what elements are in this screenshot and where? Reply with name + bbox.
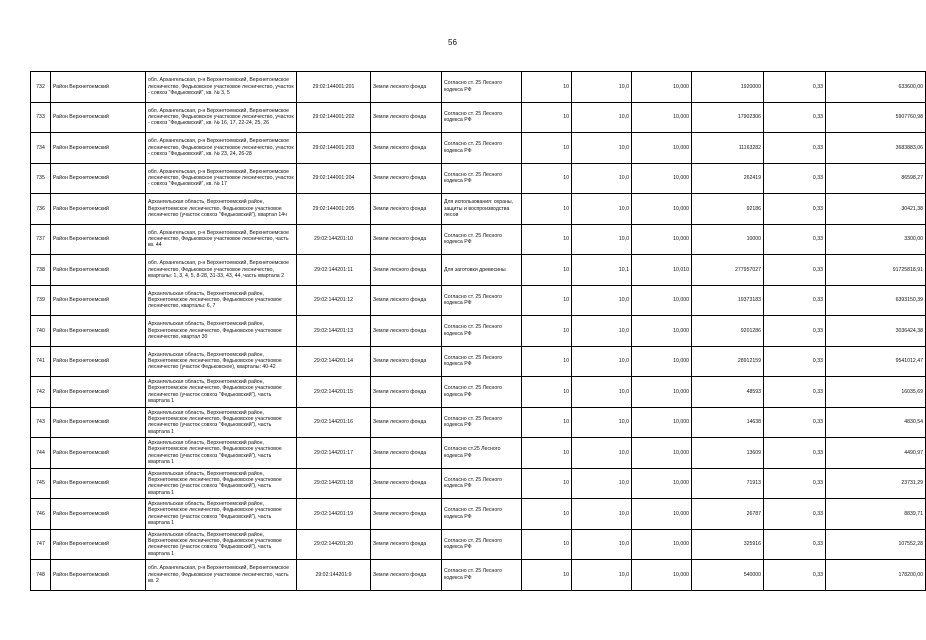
area-cell: 11163282 [692, 133, 764, 164]
amount-cell: 3036424,38 [826, 316, 926, 347]
rate-cell: 0,33 [764, 133, 826, 164]
location-cell: обл. Архангельская, р-н Верхнетоемский, Верхнетоемское лесничество, Федьковское участковое лесничество, часть кв. 44 [146, 224, 297, 255]
rate-cell: 0,33 [764, 255, 826, 286]
rate-cell: 0,33 [764, 377, 826, 408]
location-cell: Архангельская область, Верхнетоемский район, Верхнетоемское лесничество, Федьковское участковое лесничество (участок совхоз "Федьковский"), часть квартала 1 [146, 438, 297, 469]
land-plots-table [30, 71, 926, 591]
table-row [31, 529, 926, 560]
table-row [31, 72, 926, 103]
value-1-cell: 10 [522, 133, 572, 164]
value-2-cell: 10,0 [572, 529, 632, 560]
value-2-cell: 10,0 [572, 133, 632, 164]
cadastral-number-cell: 29:02:144201:13 [297, 316, 371, 347]
area-cell: 1920000 [692, 72, 764, 103]
cadastral-number-cell: 29:02:144201:10 [297, 224, 371, 255]
cadastral-number-cell: 29:02:144201:17 [297, 438, 371, 469]
basis-cell: Согласно ст. 25 Лесного кодекса РФ [442, 163, 522, 194]
rate-cell: 0,33 [764, 346, 826, 377]
land-category-cell: Земли лесного фонда [371, 560, 442, 591]
value-2-cell: 10,0 [572, 224, 632, 255]
district-cell: Район Верхнетоемский [51, 255, 146, 286]
value-3-cell: 10,000 [632, 316, 692, 347]
row-number: 740 [31, 316, 51, 347]
amount-cell: 91725818,91 [826, 255, 926, 286]
row-number: 735 [31, 163, 51, 194]
cadastral-number-cell: 29:02:144001:205 [297, 194, 371, 225]
rate-cell: 0,33 [764, 438, 826, 469]
rate-cell: 0,33 [764, 316, 826, 347]
basis-cell: Согласно ст. 25 Лесного кодекса РФ [442, 468, 522, 499]
area-cell: 262419 [692, 163, 764, 194]
value-3-cell: 10,000 [632, 468, 692, 499]
location-cell: обл. Архангельская, р-н Верхнетоемский, Верхнетоемское лесничество, Федьковское участковое лесничество, участок - совхоз "Федьковский", кв. № 23, 24, 26-28 [146, 133, 297, 164]
value-3-cell: 10,000 [632, 163, 692, 194]
value-1-cell: 10 [522, 346, 572, 377]
rate-cell: 0,33 [764, 560, 826, 591]
value-1-cell: 10 [522, 194, 572, 225]
cadastral-number-cell: 29:02:144001:202 [297, 102, 371, 133]
table-row [31, 285, 926, 316]
value-3-cell: 10,000 [632, 377, 692, 408]
amount-cell: 3300,00 [826, 224, 926, 255]
value-1-cell: 10 [522, 407, 572, 438]
district-cell: Район Верхнетоемский [51, 346, 146, 377]
table-row [31, 133, 926, 164]
value-3-cell: 10,000 [632, 224, 692, 255]
amount-cell: 8839,71 [826, 499, 926, 530]
basis-cell: Согласно ст. 25 Лесного кодекса РФ [442, 133, 522, 164]
cadastral-number-cell: 29:02:144201:19 [297, 499, 371, 530]
basis-cell: Согласно ст. 25 Лесного кодекса РФ [442, 407, 522, 438]
district-cell: Район Верхнетоемский [51, 102, 146, 133]
cadastral-number-cell: 29:02:144201:14 [297, 346, 371, 377]
district-cell: Район Верхнетоемский [51, 163, 146, 194]
area-cell: 9201286 [692, 316, 764, 347]
district-cell: Район Верхнетоемский [51, 224, 146, 255]
value-2-cell: 10,0 [572, 194, 632, 225]
row-number: 743 [31, 407, 51, 438]
land-category-cell: Земли лесного фонда [371, 255, 442, 286]
area-cell: 325916 [692, 529, 764, 560]
location-cell: Архангельская область, Верхнетоемский район, Верхнетоемское лесничество, Федьковское участковое лесничество, квартал 30 [146, 316, 297, 347]
district-cell: Район Верхнетоемский [51, 407, 146, 438]
basis-cell: Согласно ст. 25 Лесного кодекса РФ [442, 346, 522, 377]
table-row [31, 346, 926, 377]
amount-cell: 3683883,06 [826, 133, 926, 164]
cadastral-number-cell: 29:02:144001:201 [297, 72, 371, 103]
rate-cell: 0,33 [764, 224, 826, 255]
basis-cell: Для использования: охраны, защиты и воспроизводства лесов [442, 194, 522, 225]
location-cell: обл. Архангельская, р-н Верхнетоемский, Верхнетоемское лесничество, Федьковское участковое лесничество, кварталы: 1, 3, 4, 5, 8-28, 31-33, 43, 44, часть квартала 2 [146, 255, 297, 286]
cadastral-number-cell: 29:02:144201:20 [297, 529, 371, 560]
table-row [31, 560, 926, 591]
land-category-cell: Земли лесного фонда [371, 529, 442, 560]
value-3-cell: 10,000 [632, 499, 692, 530]
table-row [31, 377, 926, 408]
row-number: 744 [31, 438, 51, 469]
basis-cell: Согласно ст. 25 Лесного кодекса РФ [442, 529, 522, 560]
amount-cell: 6393150,39 [826, 285, 926, 316]
rate-cell: 0,33 [764, 163, 826, 194]
table-row [31, 468, 926, 499]
cadastral-number-cell: 29:02:144201:16 [297, 407, 371, 438]
area-cell: 26787 [692, 499, 764, 530]
rate-cell: 0,33 [764, 499, 826, 530]
value-3-cell: 10,000 [632, 529, 692, 560]
value-2-cell: 10,0 [572, 72, 632, 103]
location-cell: Архангельская область, Верхнетоемский район, Верхнетоемское лесничество, Федьковское участковое лесничество, кварталы: 6, 7 [146, 285, 297, 316]
value-1-cell: 10 [522, 102, 572, 133]
value-1-cell: 10 [522, 468, 572, 499]
amount-cell: 4490,97 [826, 438, 926, 469]
land-category-cell: Земли лесного фонда [371, 72, 442, 103]
district-cell: Район Верхнетоемский [51, 560, 146, 591]
value-1-cell: 10 [522, 529, 572, 560]
district-cell: Район Верхнетоемский [51, 468, 146, 499]
location-cell: обл. Архангельская, р-н Верхнетоемский, Верхнетоемское лесничество, Федьковское участковое лесничество, участок - совхоз "Федьковский", кв. № 16, 17, 22-24, 25, 26 [146, 102, 297, 133]
basis-cell: Согласно ст. 25 Лесного кодекса РФ [442, 560, 522, 591]
district-cell: Район Верхнетоемский [51, 529, 146, 560]
value-2-cell: 10,0 [572, 285, 632, 316]
row-number: 748 [31, 560, 51, 591]
land-category-cell: Земли лесного фонда [371, 133, 442, 164]
land-category-cell: Земли лесного фонда [371, 102, 442, 133]
rate-cell: 0,33 [764, 102, 826, 133]
value-3-cell: 10,000 [632, 560, 692, 591]
value-3-cell: 10,000 [632, 102, 692, 133]
cadastral-number-cell: 29:02:144001:203 [297, 133, 371, 164]
cadastral-number-cell: 29:02:144201:15 [297, 377, 371, 408]
value-2-cell: 10,0 [572, 377, 632, 408]
cadastral-number-cell: 29:02:144201:11 [297, 255, 371, 286]
location-cell: обл. Архангельская, р-н Верхнетоемский, Верхнетоемское лесничество, Федьковское участковое лесничество, часть кв. 2 [146, 560, 297, 591]
district-cell: Район Верхнетоемский [51, 377, 146, 408]
land-category-cell: Земли лесного фонда [371, 224, 442, 255]
value-3-cell: 10,000 [632, 438, 692, 469]
row-number: 742 [31, 377, 51, 408]
amount-cell: 23731,29 [826, 468, 926, 499]
location-cell: Архангельская область, Верхнетоемский район, Верхнетоемское лесничество, Федьковское участковое лесничество (участок совхоз "Федьковский"), часть квартала 1 [146, 529, 297, 560]
location-cell: Архангельская область, Верхнетоемский район, Верхнетоемское лесничество, Федьковское участковое лесничество (участок совхоз "Федьковский"), часть квартала 1 [146, 377, 297, 408]
value-2-cell: 10,0 [572, 407, 632, 438]
location-cell: Архангельская область, Верхнетоемский район, Верхнетоемское лесничество, Федьковское участковое лесничество (участок совхоз "Федьковский"), квартал 14ч [146, 194, 297, 225]
value-3-cell: 10,010 [632, 255, 692, 286]
rate-cell: 0,33 [764, 72, 826, 103]
area-cell: 19373183 [692, 285, 764, 316]
district-cell: Район Верхнетоемский [51, 72, 146, 103]
district-cell: Район Верхнетоемский [51, 316, 146, 347]
amount-cell: 4830,54 [826, 407, 926, 438]
area-cell: 28912159 [692, 346, 764, 377]
value-3-cell: 10,000 [632, 407, 692, 438]
table-row [31, 438, 926, 469]
table-row [31, 255, 926, 286]
value-1-cell: 10 [522, 438, 572, 469]
district-cell: Район Верхнетоемский [51, 499, 146, 530]
value-3-cell: 10,000 [632, 194, 692, 225]
amount-cell: 633600,00 [826, 72, 926, 103]
area-cell: 17902306 [692, 102, 764, 133]
value-1-cell: 10 [522, 255, 572, 286]
amount-cell: 5907760,98 [826, 102, 926, 133]
table-row [31, 407, 926, 438]
land-category-cell: Земли лесного фонда [371, 468, 442, 499]
rate-cell: 0,33 [764, 468, 826, 499]
row-number: 747 [31, 529, 51, 560]
land-category-cell: Земли лесного фонда [371, 377, 442, 408]
rate-cell: 0,33 [764, 407, 826, 438]
land-category-cell: Земли лесного фонда [371, 346, 442, 377]
basis-cell: Согласно ст. 25 Лесного кодекса РФ [442, 72, 522, 103]
table-row [31, 499, 926, 530]
row-number: 732 [31, 72, 51, 103]
basis-cell: Согласно ст. 25 Лесного кодекса РФ [442, 102, 522, 133]
location-cell: обл. Архангельская, р-н Верхнетоемский, Верхнетоемское лесничество, Федьковское участковое лесничество, участок - совхоз "Федьковский", кв. № 3, 5 [146, 72, 297, 103]
value-2-cell: 10,1 [572, 255, 632, 286]
row-number: 736 [31, 194, 51, 225]
land-category-cell: Земли лесного фонда [371, 407, 442, 438]
land-category-cell: Земли лесного фонда [371, 499, 442, 530]
land-category-cell: Земли лесного фонда [371, 285, 442, 316]
table-row [31, 163, 926, 194]
value-2-cell: 10,0 [572, 346, 632, 377]
value-2-cell: 10,0 [572, 102, 632, 133]
basis-cell: Согласно ст.25 Лесного кодекса РФ [442, 438, 522, 469]
value-1-cell: 10 [522, 377, 572, 408]
value-1-cell: 10 [522, 285, 572, 316]
rate-cell: 0,33 [764, 285, 826, 316]
value-3-cell: 10,000 [632, 285, 692, 316]
area-cell: 92186 [692, 194, 764, 225]
area-cell: 48593 [692, 377, 764, 408]
value-2-cell: 10,0 [572, 560, 632, 591]
row-number: 739 [31, 285, 51, 316]
location-cell: Архангельская область, Верхнетоемский район, Верхнетоемское лесничество, Федьковское участковое лесничество (участок Федьковское), кварталы: 40-42 [146, 346, 297, 377]
location-cell: Архангельская область, Верхнетоемский район, Верхнетоемское лесничество, Федьковское участковое лесничество (участок совхоз "Федьковский"), часть квартала 1 [146, 468, 297, 499]
area-cell: 13609 [692, 438, 764, 469]
table-row [31, 224, 926, 255]
cadastral-number-cell: 29:02:144201:18 [297, 468, 371, 499]
value-2-cell: 10,0 [572, 316, 632, 347]
value-2-cell: 10,0 [572, 438, 632, 469]
basis-cell: Для заготовки древесины [442, 255, 522, 286]
value-1-cell: 10 [522, 224, 572, 255]
location-cell: Архангельская область, Верхнетоемский район, Верхнетоемское лесничество, Федьковское участковое лесничество (участок совхоз "Федьковский"), часть квартала 1 [146, 407, 297, 438]
table-row [31, 194, 926, 225]
value-1-cell: 10 [522, 163, 572, 194]
land-category-cell: Земли лесного фонда [371, 316, 442, 347]
land-category-cell: Земли лесного фонда [371, 163, 442, 194]
district-cell: Район Верхнетоемский [51, 438, 146, 469]
rate-cell: 0,33 [764, 194, 826, 225]
amount-cell: 86598,27 [826, 163, 926, 194]
rate-cell: 0,33 [764, 529, 826, 560]
value-1-cell: 10 [522, 499, 572, 530]
value-2-cell: 10,0 [572, 499, 632, 530]
area-cell: 10000 [692, 224, 764, 255]
amount-cell: 9541012,47 [826, 346, 926, 377]
district-cell: Район Верхнетоемский [51, 285, 146, 316]
value-1-cell: 10 [522, 316, 572, 347]
row-number: 734 [31, 133, 51, 164]
area-cell: 71913 [692, 468, 764, 499]
land-category-cell: Земли лесного фонда [371, 194, 442, 225]
cadastral-number-cell: 29:02:144001:204 [297, 163, 371, 194]
amount-cell: 178200,00 [826, 560, 926, 591]
amount-cell: 107552,28 [826, 529, 926, 560]
basis-cell: Согласно ст. 25 Лесного кодекса РФ [442, 377, 522, 408]
value-1-cell: 10 [522, 72, 572, 103]
page-number: 56 [448, 38, 457, 47]
basis-cell: Согласно ст. 25 Лесного кодекса РФ [442, 499, 522, 530]
value-2-cell: 10,0 [572, 468, 632, 499]
cadastral-number-cell: 29:02:144201:9 [297, 560, 371, 591]
row-number: 738 [31, 255, 51, 286]
location-cell: Архангельская область, Верхнетоемский район, Верхнетоемское лесничество, Федьковское участковое лесничество (участок совхоз "Федьковский"), часть квартала 1 [146, 499, 297, 530]
value-1-cell: 10 [522, 560, 572, 591]
area-cell: 277957027 [692, 255, 764, 286]
cadastral-number-cell: 29:02:144201:12 [297, 285, 371, 316]
basis-cell: Согласно ст. 25 Лесного кодекса РФ [442, 285, 522, 316]
basis-cell: Согласно ст. 25 Лесного кодекса РФ [442, 224, 522, 255]
district-cell: Район Верхнетоемский [51, 133, 146, 164]
value-2-cell: 10,0 [572, 163, 632, 194]
row-number: 745 [31, 468, 51, 499]
amount-cell: 30421,38 [826, 194, 926, 225]
basis-cell: Согласно ст. 25 Лесного кодекса РФ [442, 316, 522, 347]
location-cell: обл. Архангельская, р-н Верхнетоемский, Верхнетоемское лесничество, Федьковское участковое лесничество, участок - совхоз "Федьковский", кв. № 17 [146, 163, 297, 194]
area-cell: 540000 [692, 560, 764, 591]
value-3-cell: 10,000 [632, 133, 692, 164]
table-row [31, 316, 926, 347]
value-3-cell: 10,000 [632, 72, 692, 103]
row-number: 746 [31, 499, 51, 530]
row-number: 733 [31, 102, 51, 133]
row-number: 737 [31, 224, 51, 255]
district-cell: Район Верхнетоемский [51, 194, 146, 225]
row-number: 741 [31, 346, 51, 377]
amount-cell: 16035,69 [826, 377, 926, 408]
value-3-cell: 10,000 [632, 346, 692, 377]
land-category-cell: Земли лесного фонда [371, 438, 442, 469]
table-row [31, 102, 926, 133]
area-cell: 14638 [692, 407, 764, 438]
